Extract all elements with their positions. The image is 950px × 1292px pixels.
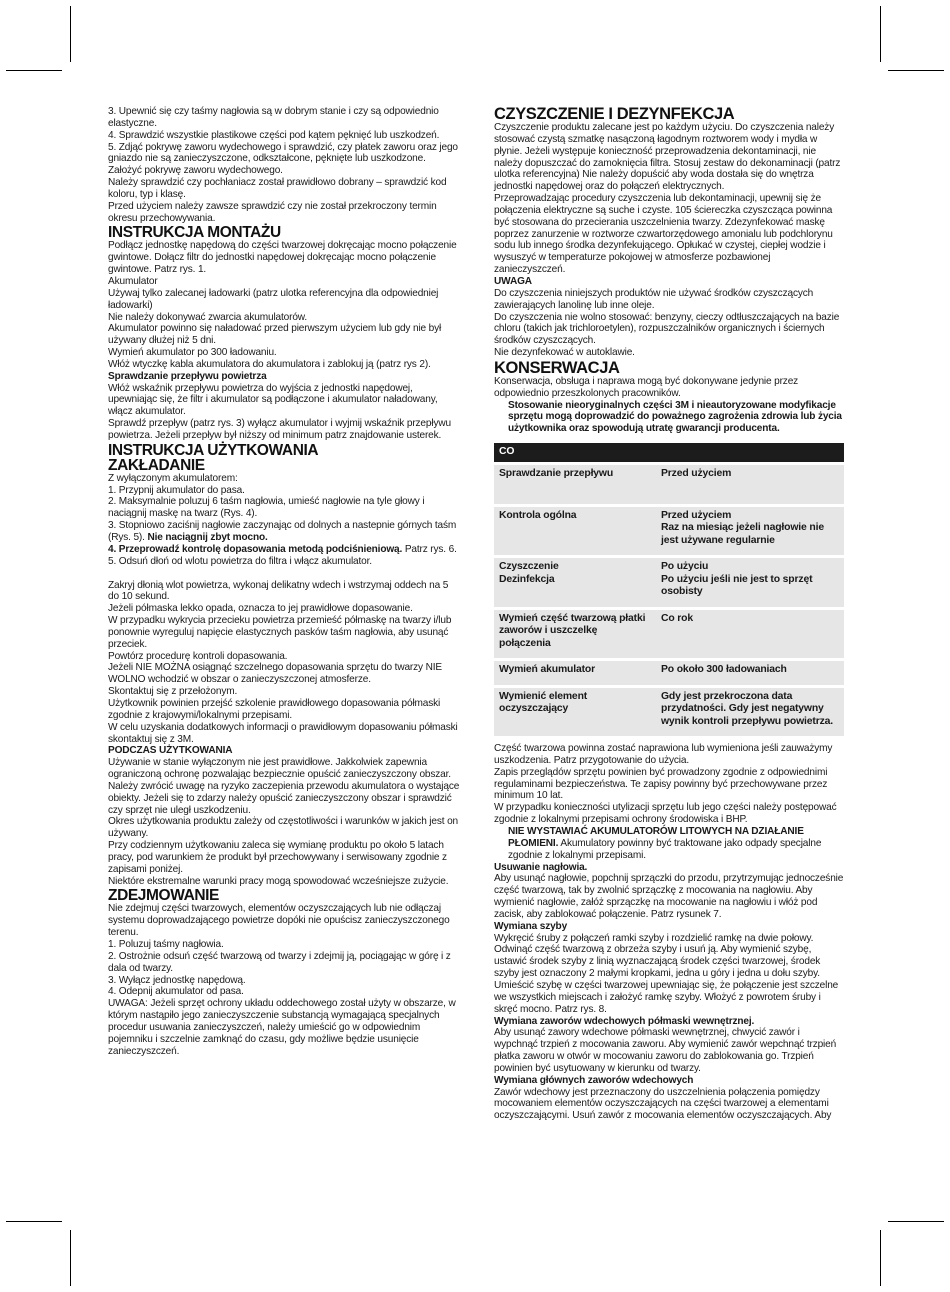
after-table-line: W przypadku konieczności utylizacji sprzętu lub jego części należy postępować zgodnie z lokalnymi przepisami ochrony środowiska i BHP. (494, 802, 837, 826)
table-cell-what: Sprawdzanie przepływu (494, 463, 656, 505)
section-title-czyszczenie: CZYSZCZENIE I DEZYNFEKCJA (494, 105, 735, 123)
table-cell-when: Po około 300 ładowaniach (656, 660, 844, 687)
montaz-line: Akumulator powinno się naładować przed pierwszym użyciem lub gdy nie był używany dłużej niż 5 dni. (108, 323, 442, 347)
podczas-line: Przy codziennym użytkowaniu zaleca się wymianę produktu po około 5 latach pracy, pod warunkiem że produkt był przechowywany i serwisowany zgodnie z zapisami poniżej. (108, 840, 447, 875)
czyszczenie-line: Przeprowadzając procedury czyszczenia lub dekontaminacji, upewnij się że połączenia elektryczne są suche i czyste. 105 ściereczka czyszcząca powinna być stosowana do przecierania uszczelnienia twarzy. Zdezynfekować maskę poprzez zanurzenie w roztworze czwartorzędowego amonialu lub podchlorynu sodu lub innego środka dezynfekującego. Opłukać w czystej, ciepłej wodzie i wysuszyć w temperaturze pokojowej w atmosferze pozbawionej zanieczyszczeń. (494, 193, 833, 276)
table-cell-what: Kontrola ogólna (494, 505, 656, 557)
zakladanie-step-5: 5. Odsuń dłoń od wlotu powietrza do filtra i włącz akumulator. (108, 555, 372, 567)
podczas-line: Używanie w stanie wyłączonym nie jest prawidłowe. Jakkolwiek zapewnia ograniczoną ochronę pozwalając bezpiecznie opuścić zanieczyszczony obszar. (108, 757, 451, 781)
table-cell-when: Przed użyciem (656, 463, 844, 505)
podczas-line: Okres użytkowania produktu zależy od częstotliwości i warunków w jakich jest on używany. (108, 816, 458, 840)
montaz-line: Akumulator (108, 275, 158, 287)
subheading-glowne: Wymiana głównych zaworów wdechowych (494, 1074, 694, 1086)
intro-line: 5. Zdjąć pokrywę zaworu wydechowego i sprawdzić, czy płatek zaworu oraz jego gniazdo nie są zanieczyszczone, odkształcone, pęknięte lub uszkodzone. Założyć pokrywę zaworu wydechowego. (108, 141, 458, 177)
table-row (494, 463, 844, 505)
zdejmowanie-line: 2. Ostrożnie odsuń część twarzową od twarzy i zdejmij ją, pociągając w górę i z dala od twarzy. (108, 950, 451, 974)
akumulatory-warning: NIE WYSTAWIAĆ AKUMULATORÓW LITOWYCH NA DZIAŁANIE PŁOMIENI. Akumulatory powinny być traktowane jako odpady specjalne zgodnie z lokalnymi przepisami. (508, 826, 822, 861)
dopasowanie-line: Użytkownik powinien przejść szkolenie prawidłowego dopasowania półmaski zgodnie z krajowymi/lokalnymi przepisami. (108, 697, 441, 721)
montaz-line: Wymień akumulator po 300 ładowaniu. (108, 347, 277, 359)
podczas-line: Należy zwrócić uwagę na ryzyko zaczepienia przewodu akumulatora o wystające obiekty. Jeżeli się to zdarzy należy opuścić zanieczyszczony obszar i sprawdzić czy sprzęt nie uległ uszkodzeniu. (108, 780, 460, 816)
dopasowanie-line: Zakryj dłonią wlot powietrza, wykonaj delikatny wdech i wstrzymaj oddech na 5 do 10 sekund. (108, 579, 449, 603)
dopasowanie-line: Jeżeli NIE MOŻNA osiągnąć szczelnego dopasowania sprzętu do twarzy NIE WOLNO wchodzić w obszar o zanieczyszczonej atmosferze. (108, 662, 442, 686)
konserwacja-line: Konserwacja, obsługa i naprawa mogą być dokonywane jedynie przez odpowiednio przeszkolonych pracowników. (494, 375, 799, 399)
crop-mark-top-right-vertical (880, 6, 881, 62)
dopasowanie-line: Powtórz procedurę kontroli dopasowania. (108, 650, 288, 662)
subheading-podczas: PODCZAS UŻYTKOWANIA (108, 745, 233, 757)
zakladanie-line: Z wyłączonym akumulatorem: (108, 472, 238, 484)
crop-mark-bottom-left-vertical (70, 1230, 71, 1286)
zdejmowanie-line: 4. Odepnij akumulator od pasa. (108, 986, 244, 998)
table-cell-what: Wymień część twarzową płatki zaworów i uszczelkę połączenia (494, 608, 656, 660)
przeplyw-line: Sprawdź przepływ (patrz rys. 3) wyłącz akumulator i wyjmij wskaźnik przepływu powietrza. Jeżeli przepływ był niższy od minimum patrz znajdowanie usterek. (108, 418, 451, 441)
left-column (108, 106, 460, 1057)
right-column (494, 106, 844, 1122)
subheading-usuwanie: Usuwanie nagłowia. (494, 861, 588, 873)
dopasowanie-line: W przypadku wykrycia przecieku powietrza przemieść półmaskę na twarzy i/lub ponownie wyreguluj napięcie elastycznych pasków taśm nagłowia, aby usunąć przeciek. (108, 615, 452, 650)
spacer (108, 568, 460, 580)
section-title-montaz: INSTRUKCJA MONTAŻU (108, 224, 281, 242)
intro-line: Należy sprawdzić czy pochłaniacz został prawidłowo dobrany – sprawdzić kod koloru, typ i klasę. (108, 177, 447, 200)
podczas-line: Niektóre ekstremalne warunki pracy mogą spowodować wcześniejsze zużycie. (108, 875, 449, 887)
crop-mark-top-left-vertical (70, 6, 71, 62)
crop-mark-bottom-right-horizontal (888, 1221, 944, 1222)
glowne-text: Zawór wdechowy jest przeznaczony do uszczelnienia połączenia pomiędzy mocowaniem elementów oczyszczających na części twarzowej a elementami oczyszczającymi. Usuń zawór z mocowania elementów oczyszczających. Aby (494, 1086, 832, 1122)
uwaga-line: Do czyszczenia nie wolno stosować: benzyny, cieczy odtłuszczających na bazie chloru (takich jak trichloroetylen), rozpuszczalników organicznych i ściernych środków czyszczących. (494, 311, 840, 347)
zdejmowanie-line: Nie zdejmuj części twarzowych, elementów oczyszczających lub nie odłączaj systemu doprowadzającego powietrze dopóki nie opuścisz zanieczyszczonego terenu. (108, 903, 450, 939)
table-row (494, 686, 844, 736)
table-cell-when: Co rok (656, 608, 844, 660)
montaz-line: Nie należy dokonywać zwarcia akumulatorów. (108, 311, 308, 323)
konserwacja-warning: Stosowanie nieoryginalnych części 3M i nieautoryzowane modyfikacje sprzętu mogą doprowadzić do poważnego zagrożenia zdrowia lub życia użytkownika oraz spowodują utratę gwarancji producenta. (508, 399, 842, 435)
crop-mark-top-right-horizontal (888, 70, 944, 71)
table-cell-when: Po użyciu Po użyciu jeśli nie jest to sprzęt osobisty (656, 557, 844, 609)
zdejmowanie-line: UWAGA: Jeżeli sprzęt ochrony układu oddechowego został użyty w obszarze, w którym nastąpiło jego zanieczyszczenie substancją wymagającą specjalnych procedur usuwania zanieczyszczeń, należy umieścić go w odpowiednim pojemniku i szczelnie zamknąć do czasu, gdy możliwe będzie usunięcie zanieczyszczeń. (108, 998, 456, 1057)
section-title-konserwacja: KONSERWACJA (494, 358, 620, 377)
crop-mark-bottom-right-vertical (880, 1230, 881, 1286)
table-row (494, 660, 844, 687)
table-cell-what: Wymienić element oczyszczający (494, 686, 656, 736)
section-title-zdejmowanie: ZDEJMOWANIE (108, 887, 219, 905)
section-title-zakladanie: ZAKŁADANIE (108, 456, 205, 474)
table-row (494, 608, 844, 660)
szyby-text: Wykręcić śruby z połączeń ramki szyby i rozdzielić ramkę na dwie połowy. Odwinąć część twarzową z obrzeża szyby i usuń ją. Aby wymienić szybę, ustawić środek szyby z linią wyznaczającą środek części twarzowej, środek szyby jest oznaczony 2 małymi kropkami, jedna u góry i jedna u dołu szyby. Umieścić szybę w części twarzowej upewniając się, że połączenie jest szczelne we wszystkich miejscach i założyć ramkę szyby. Włożyć z powrotem śruby i skręć mocno. Patrz rys. 8. (494, 932, 839, 1015)
usuwanie-text: Aby usunąć nagłowie, popchnij sprzączki do przodu, przytrzymując jednocześnie część twarzową, tak by zwolnić sprzączkę z mocowania na nagłowiu. Aby wymienić nagłowie, załóż sprzączkę na mocowanie na nagłowiu i włóż pod zacisk, aby zablokować połączenie. Patrz rysunek 7. (494, 873, 844, 920)
zakladanie-line: 1. Przypnij akumulator do pasa. (108, 484, 245, 496)
wdechowe-text: Aby usunąć zawory wdechowe półmaski wewnętrznej, chwycić zawór i wypchnąć trzpień z mocowania zaworu. Aby wymienić zawór wepchnąć trzpień płatka zaworu w otwór w mocowaniu zaworu do zablokowania go. Trzpień powinien być usytuowany w kierunku od twarzy. (494, 1027, 837, 1074)
montaz-line: Podłącz jednostkę napędową do części twarzowej dokręcając mocno połączenie gwintowe. Dołącz filtr do jednostki napędowej dokręcając mocno połączenie gwintowe. Patrz rys. 1. (108, 240, 457, 276)
crop-mark-bottom-left-horizontal (6, 1221, 62, 1222)
table-cell-what: Wymień akumulator (494, 660, 656, 687)
subheading-przeplyw: Sprawdzanie przepływu powietrza (108, 370, 267, 382)
after-table-line: Zapis przeglądów sprzętu powinien być prowadzony zgodnie z odpowiednimi regulaminami bezpieczeństwa. Te zapisy powinny być przechowywane przez minimum 10 lat. (494, 766, 828, 802)
subheading-szyby: Wymiana szyby (494, 920, 568, 932)
zakladanie-step-4: 4. Przeprowadź kontrolę dopasowania metodą podciśnieniową. Patrz rys. 6. (108, 543, 457, 555)
table-cell-when: Przed użyciem Raz na miesiąc jeżeli nagłowie nie jest używane regularnie (656, 505, 844, 557)
zdejmowanie-line: 3. Wyłącz jednostkę napędową. (108, 974, 246, 986)
table-row (494, 505, 844, 557)
section-title-uzytkowania: INSTRUKCJA UŻYTKOWANIA (108, 441, 319, 459)
zakladanie-step-3: 3. Stopniowo zaciśnij nagłowie zaczynając od dolnych a nastepnie górnych taśm (Rys. 5). Nie naciągnij zbyt mocno. (108, 520, 457, 543)
uwaga-line: Do czyszczenia niniejszych produktów nie używać środków czyszczących zawierających lanolinę lub inne oleje. (494, 287, 814, 311)
czyszczenie-line: Czyszczenie produktu zalecane jest po każdym użyciu. Do czyszczenia należy stosować czystą szmatkę nasączoną łagodnym roztworem wody i mydła w płynie. Jeżeli występuje konieczność przeprowadzenia dekontaminacji, nie należy dopuszczać do zamoknięcia filtra. Stosuj zestaw do dekonaminacji (patrz ulotka referencyjna) Nie należy dopuścić aby woda dostała się do wnętrza jednostki napędowej oraz do połączeń elektrycznych. (494, 122, 841, 193)
zdejmowanie-line: 1. Poluzuj taśmy nagłowia. (108, 939, 224, 950)
maintenance-table (494, 443, 844, 736)
subheading-uwaga: UWAGA (494, 275, 532, 287)
subheading-wdechowe: Wymiana zaworów wdechowych półmaski wewnętrznej. (494, 1015, 755, 1027)
intro-line: 4. Sprawdzić wszystkie plastikowe części pod kątem pęknięć lub uszkodzeń. (108, 129, 440, 141)
zakladanie-line: 2. Maksymalnie poluzuj 6 taśm nagłowia, umieść nagłowie na tyle głowy i naciągnij maskę na twarz (Rys. 4). (108, 496, 425, 520)
montaz-line: Używaj tylko zalecanej ładowarki (patrz ulotka referencyjna dla odpowiedniej ładowarki) (108, 287, 439, 311)
intro-line: 3. Upewnić się czy taśmy nagłowia są w dobrym stanie i czy są odpowiednio elastyczne. (108, 106, 439, 129)
dopasowanie-line: W celu uzyskania dodatkowych informacji o prawidłowym dopasowaniu półmaski skontaktuj się z 3M. (108, 721, 458, 745)
table-row (494, 557, 844, 609)
przeplyw-line: Włóż wskaźnik przepływu powietrza do wyjścia z jednostki napędowej, upewniając się, że filtr i akumulator są podłączone i akumulator naładowany, włącz akumulator. (108, 382, 438, 418)
crop-mark-top-left-horizontal (6, 70, 62, 71)
montaz-line: Włóż wtyczkę kabla akumulatora do akumulatora i zablokuj ją (patrz rys 2). (108, 358, 431, 370)
table-cell-when: Gdy jest przekroczona data przydatności. Gdy jest negatywny wynik kontroli przepływu powietrza. (656, 686, 844, 736)
intro-line: Przed użyciem należy zawsze sprawdzić czy nie został przekroczony termin okresu przechowywania. (108, 200, 437, 224)
dopasowanie-line: Skontaktuj się z przełożonym. (108, 686, 238, 698)
uwaga-line: Nie dezynfekować w autoklawie. (494, 347, 635, 359)
dopasowanie-line: Jeżeli półmaska lekko opada, oznacza to jej prawidłowe dopasowanie. (108, 603, 413, 615)
table-header: CO (494, 443, 844, 463)
table-cell-what: Czyszczenie Dezinfekcja (494, 557, 656, 609)
after-table-line: Część twarzowa powinna zostać naprawiona lub wymieniona jeśli zauważymy uszkodzenia. Patrz przygotowanie do użycia. (494, 743, 833, 766)
